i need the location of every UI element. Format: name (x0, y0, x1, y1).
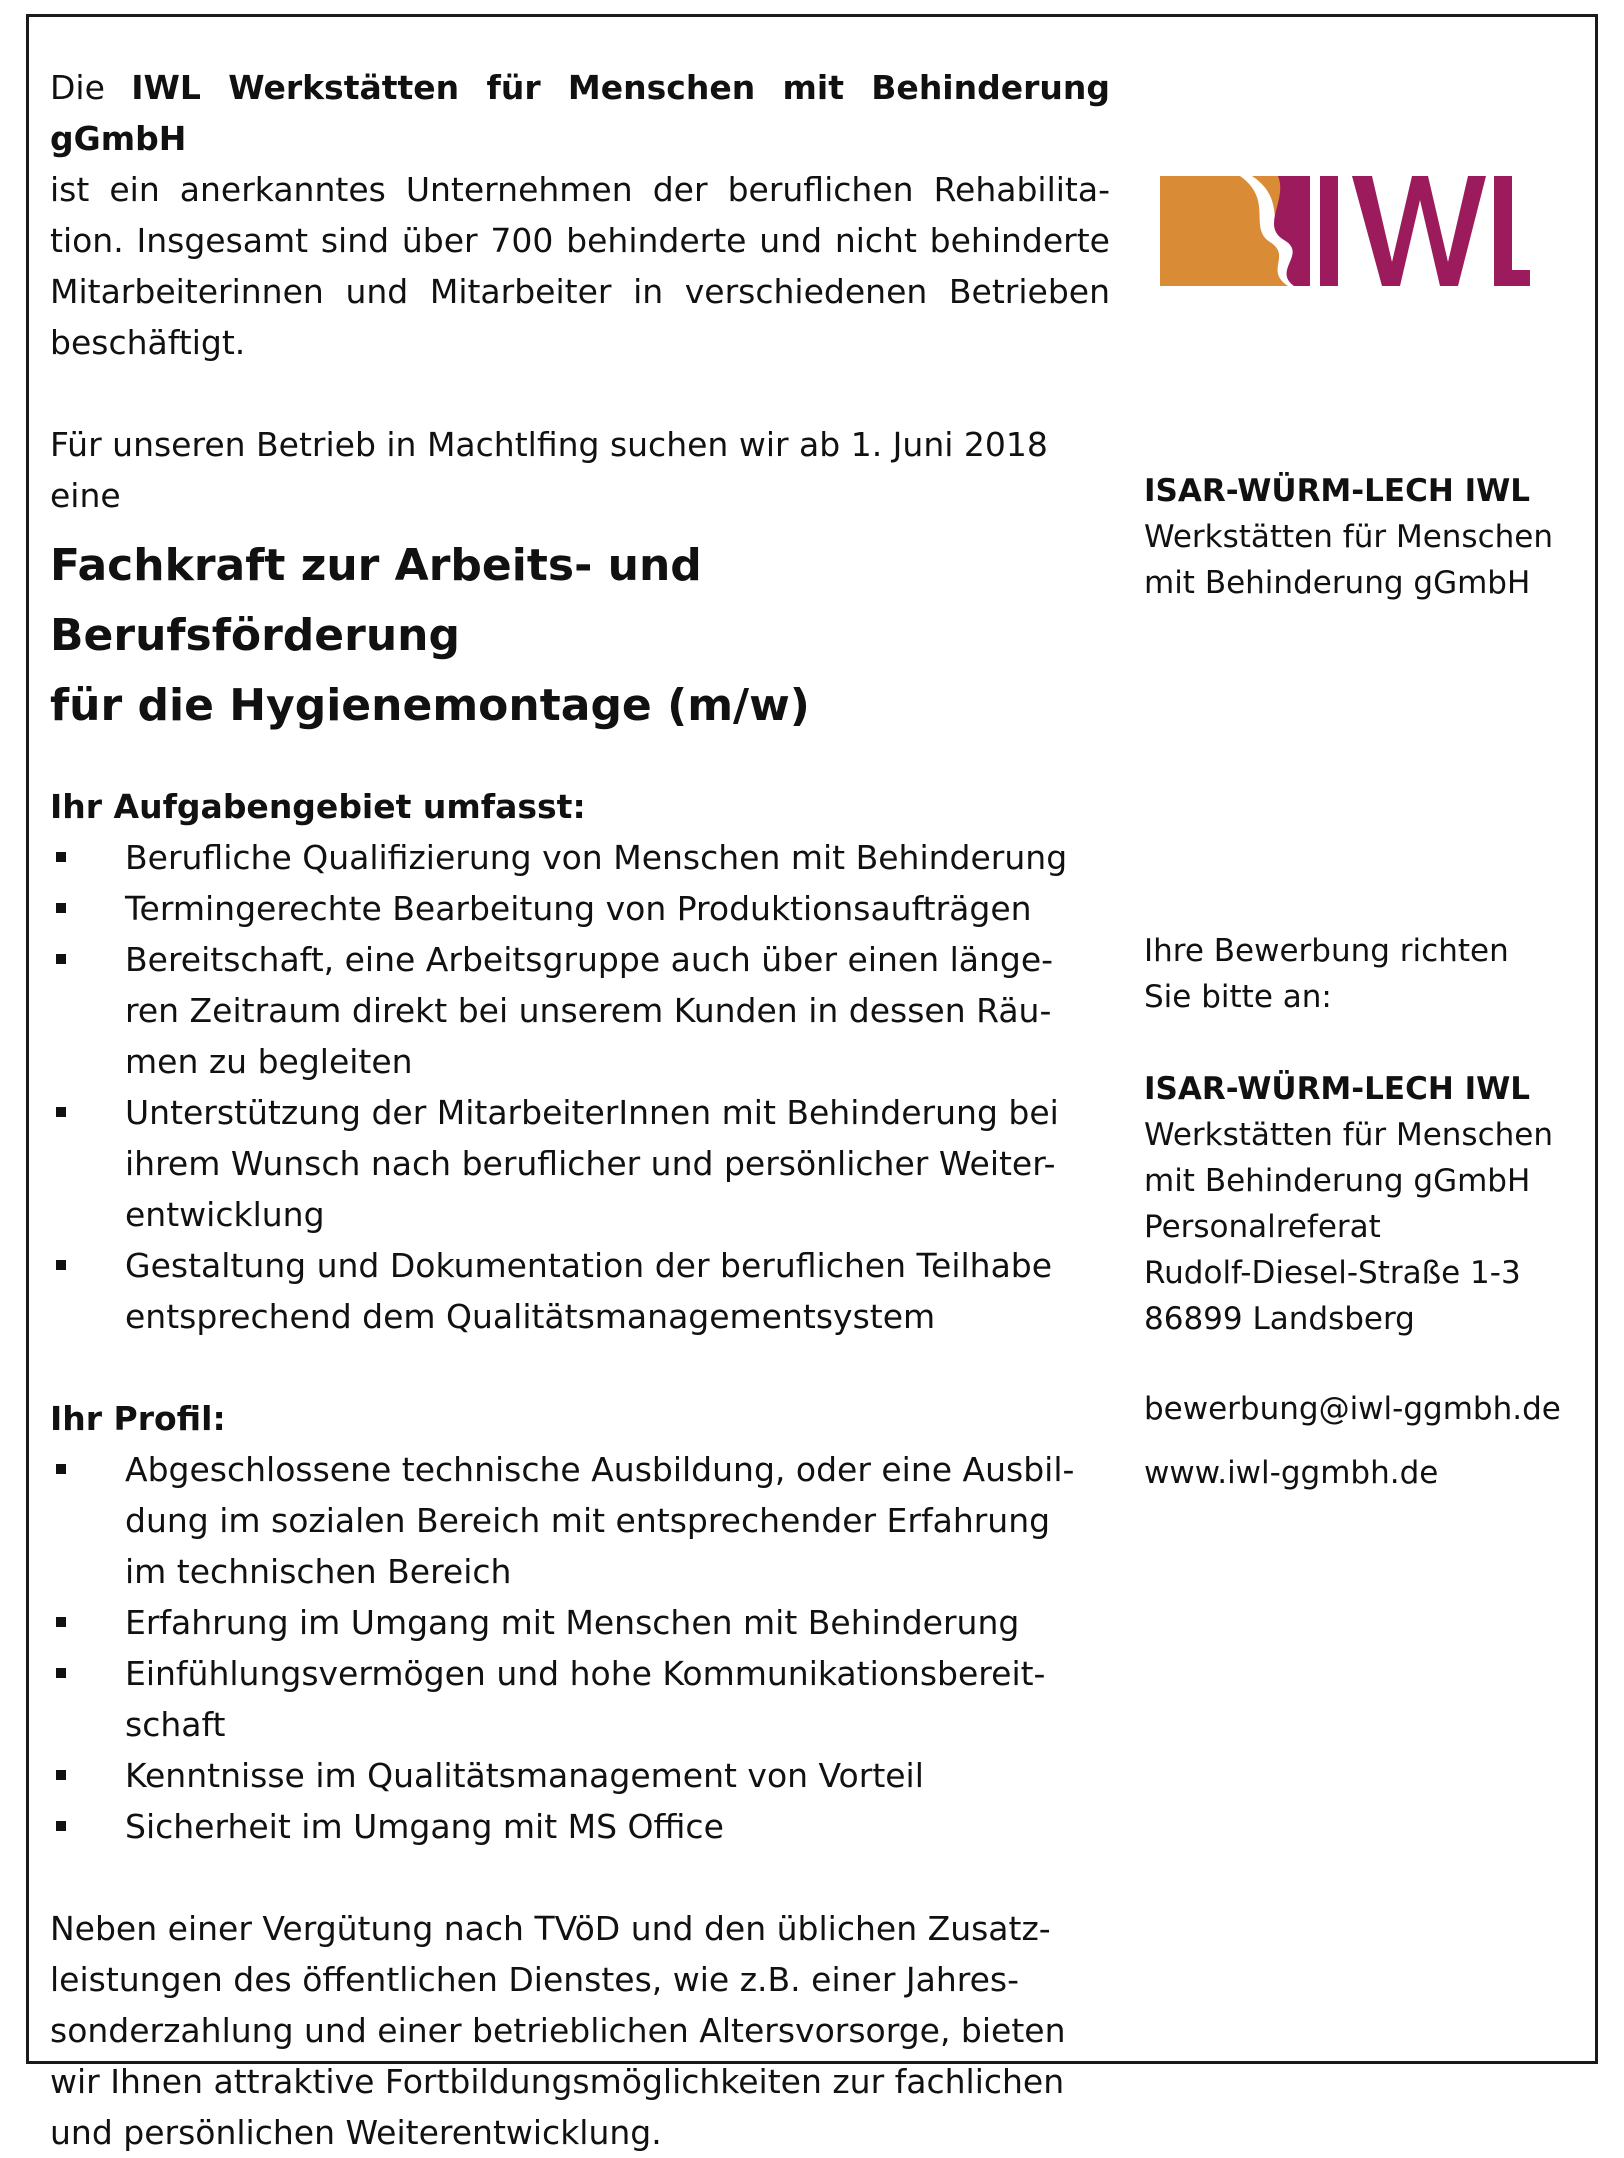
bullet-icon (56, 954, 66, 964)
job-title (50, 531, 1110, 741)
bullet-icon (56, 1821, 66, 1831)
bullet-icon (56, 1464, 66, 1474)
job-title-line-1: Fachkraft zur Arbeits- und Berufsförderung (50, 540, 702, 661)
tasks-section (50, 781, 1110, 1342)
list-item: Erfahrung im Umgang mit Menschen mit Behinderung (50, 1597, 1110, 1648)
email-link[interactable]: bewerbung@iwl-ggmbh.de (1144, 1391, 1561, 1427)
address-name: ISAR-WÜRM-LECH IWL (1144, 1071, 1531, 1107)
address-block (1144, 1066, 1553, 1342)
apply-line-1: Ihre Bewerbung richten (1144, 933, 1509, 969)
bullet-icon (56, 1668, 66, 1678)
intro-line-0 (50, 62, 1110, 164)
profile-list (50, 1444, 1110, 1852)
intro-line-2: tion. Insgesamt sind über 700 behinderte und nicht behinderte (50, 221, 1110, 260)
bullet-icon (56, 1107, 66, 1117)
search-line-0: Für unseren Betrieb in Machtlfing suchen wir ab 1. Juni 2018 (50, 425, 1048, 464)
closing-line-4: und persönlichen Weiterentwicklung. (50, 2113, 662, 2152)
apply-line-2: Sie bitte an: (1144, 979, 1332, 1015)
address-dept: Personalreferat (1144, 1209, 1381, 1245)
logo-letter-w (1352, 176, 1486, 286)
company-name: ISAR-WÜRM-LECH IWL (1144, 473, 1531, 509)
website-link[interactable]: www.iwl-ggmbh.de (1144, 1455, 1439, 1491)
logo-letter-l (1494, 176, 1530, 286)
list-item: Gestaltung und Dokumentation der beruflichen Teilhabe entsprechend dem Qualitätsmanagementsystem (50, 1240, 1110, 1342)
address-city: 86899 Landsberg (1144, 1301, 1415, 1337)
address-line-3: mit Behinderung gGmbH (1144, 1163, 1531, 1199)
logo-letter-i (1320, 176, 1338, 286)
list-item: Unterstützung der MitarbeiterInnen mit Behinderung bei ihrem Wunsch nach beruflicher und persönlicher Weiter- entwicklung (50, 1087, 1110, 1240)
bullet-icon (56, 1617, 66, 1627)
closing-line-2: sonderzahlung und einer betrieblichen Altersvorsorge, bieten (50, 2011, 1066, 2050)
list-item: Berufliche Qualifizierung von Menschen mit Behinderung (50, 832, 1110, 883)
bullet-icon (56, 1260, 66, 1270)
list-item: Termingerechte Bearbeitung von Produktionsaufträgen (50, 883, 1110, 934)
address-line-2: Werkstätten für Menschen (1144, 1117, 1553, 1153)
list-item: Bereitschaft, eine Arbeitsgruppe auch über einen länge- ren Zeitraum direkt bei unserem Kunden in dessen Räu- men zu begleiten (50, 934, 1110, 1087)
closing-line-1: leistungen des öffentlichen Dienstes, wie z.B. einer Jahres- (50, 1960, 1020, 1999)
list-item: Sicherheit im Umgang mit MS Office (50, 1801, 1110, 1852)
intro-prefix: Die (50, 68, 132, 107)
apply-block (1144, 928, 1509, 1020)
closing-line-0: Neben einer Vergütung nach TVöD und den üblichen Zusatz- (50, 1909, 1051, 1948)
closing-line-3: wir Ihnen attraktive Fortbildungsmöglichkeiten zur fachlichen (50, 2062, 1065, 2101)
company-line-3: mit Behinderung gGmbH (1144, 565, 1531, 601)
bullet-icon (56, 903, 66, 913)
search-line-1: eine (50, 476, 121, 515)
bullet-icon (56, 1770, 66, 1780)
list-item: Abgeschlossene technische Ausbildung, oder eine Ausbil- dung im sozialen Bereich mit entsprechender Erfahrung im technischen Bereich (50, 1444, 1110, 1597)
tasks-list (50, 832, 1110, 1342)
job-title-line-2: für die Hygienemontage (m/w) (50, 680, 810, 731)
intro-line-4: beschäftigt. (50, 323, 246, 362)
company-line-2: Werkstätten für Menschen (1144, 519, 1553, 555)
address-street: Rudolf-Diesel-Straße 1-3 (1144, 1255, 1521, 1291)
logo-text: IWL (1160, 170, 1162, 171)
search-paragraph (50, 419, 1110, 521)
intro-line-3: Mitarbeiterinnen und Mitarbeiter in verschiedenen Betrieben (50, 272, 1110, 311)
closing-paragraph (50, 1903, 1110, 2158)
list-item: Kenntnisse im Qualitätsmanagement von Vorteil (50, 1750, 1110, 1801)
company-block (1144, 468, 1553, 606)
bullet-icon (56, 852, 66, 862)
iwl-logo (1160, 170, 1530, 298)
profile-title: Ihr Profil: (50, 1399, 226, 1438)
main-column (50, 62, 1110, 2158)
org-name: IWL Werkstätten für Menschen mit Behinderung gGmbH (50, 68, 1111, 158)
intro-line-1: ist ein anerkanntes Unternehmen der beruflichen Rehabilita- (50, 170, 1110, 209)
list-item: Einfühlungsvermögen und hohe Kommunikationsbereit- schaft (50, 1648, 1110, 1750)
tasks-title: Ihr Aufgabengebiet umfasst: (50, 787, 586, 826)
profile-section (50, 1393, 1110, 1852)
intro-paragraph (50, 62, 1110, 368)
